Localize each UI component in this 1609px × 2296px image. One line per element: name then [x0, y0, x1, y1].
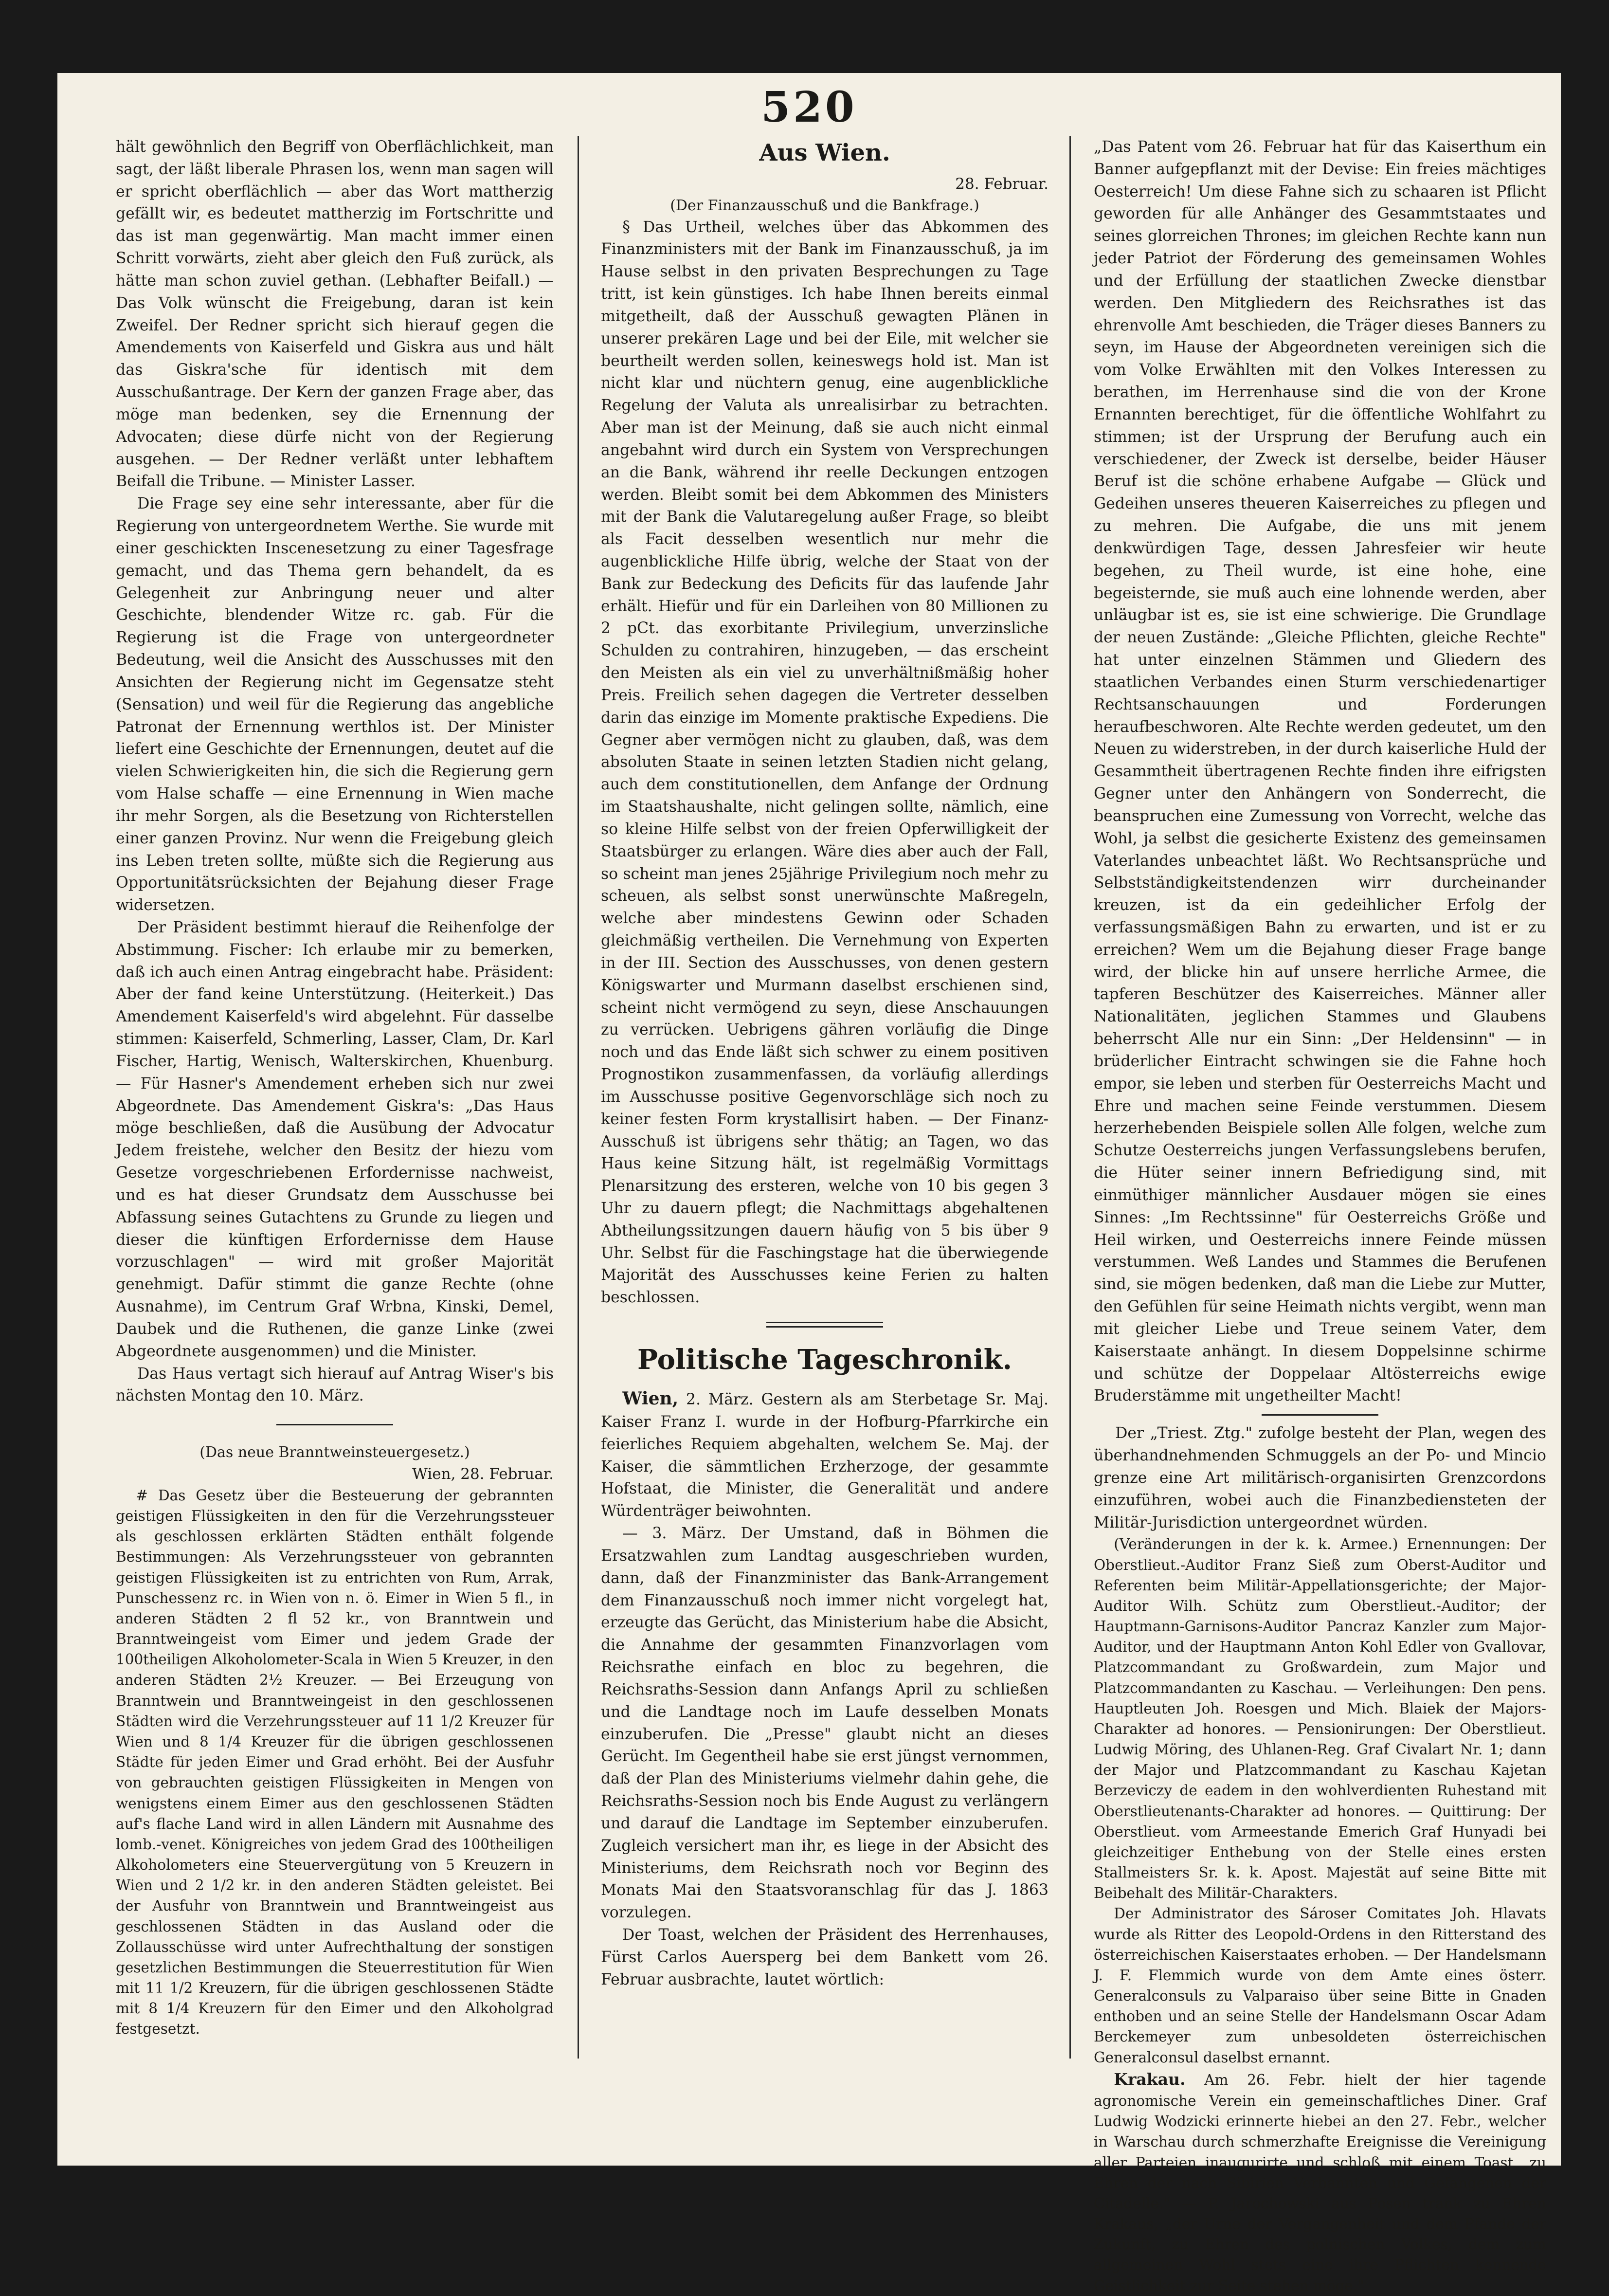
article-paragraph: Der „Triest. Ztg." zufolge besteht der Plan, wegen des überhandnehmenden Schmuggels an der Po- und Mincio grenze eine Art militärisch-organisirten Grenzcordons einzuführen, wobei auch die Finanzbediensteten der Militär-Jurisdiction untergeordnet würden. — [1094, 1424, 1546, 1531]
dateline: 28. Februar. — [955, 175, 1049, 193]
article-paragraph: Der Präsident bestimmt hierauf die Reihenfolge der Abstimmung. Fischer: Ich erlaube mir zu bemerken, daß ich auch einen Antrag eingebracht habe. Präsident: Aber der fand keine Unterstützung. (Heiterkeit.) Das Amendement Kaiserfeld's wird abgelehnt. Für dasselbe stimmen: Kaiserfeld, Schmerling, Lasser, Clam, Dr. Karl Fischer, Hartig, Wenisch, Walterskirchen, Khuenburg. — Für Hasner's Amendement erheben sich nur zwei Abgeordnete. Das Amendement Giskra's: „Das Haus möge beschließen, daß die Ausübung der Advocatur Jedem freistehe, welcher den Besitz der hiezu vom Gesetze vorgeschriebenen Erfordernisse nachweist, und es hat dieser Grundsatz dem Ausschusse bei Abfassung seines Gutachtens zu Grunde zu liegen und dieser die künftigen Erfordernisse dem Hause vorzuschlagen" — wird mit großer Majorität genehmigt. Dafür stimmt die ganze Rechte (ohne Ausnahme), im Centrum Graf Wrbna, Kinski, Demel, Daubek und die Ruthenen, die ganze Linke (zwei Abgeordnete ausgenommen) und die Minister. — [116, 918, 554, 1360]
dateline: Wien, 28. Februar. — [412, 1465, 554, 1483]
column-rule-left — [578, 136, 579, 2059]
article-paragraph: # Das Gesetz über die Besteuerung der gebrannten geistigen Flüssigkeiten in den für die Verzehrungssteuer als geschlossen erklärten Städten enthält folgende Bestimmungen: Als Verzehrungssteuer von gebrannten geistigen Flüssigkeiten ist zu entrichten von Rum, Arrak, Punschessenz rc. in Wien von n. ö. Eimer in Wien 5 fl., in anderen Städten 2 fl 52 kr., von Branntwein und Branntweingeist vom Eimer und jedem Grade der 100theiligen Alkoholometer-Scala in Wien 5 Kreuzer, in den anderen Städten 2½ Kreuzer. — Bei Erzeugung von Branntwein und Branntweingeist in den geschlossenen Städten wird die Verzehrungssteuer auf 11 1/2 Kreuzer für Wien und 8 1/4 Kreuzer für die übrigen geschlossenen Städte für jeden Eimer und Grad erhöht. Bei der Ausfuhr von gebrauchten geistigen Flüssigkeiten in Mengen von wenigstens einem Eimer aus den geschlossenen Städten auf's flache Land wird in allen Ländern mit Ausnahme des lomb.-venet. Königreiches von jedem Grad des 100theiligen Alkoholometers eine Steuervergütung von 5 Kreuzern in Wien und 2 1/2 kr. in den anderen Städten geleistet. Bei der Ausfuhr von Branntwein und Branntweingeist aus geschlossenen Städten in das Ausland oder die Zollausschüsse wird unter Aufrechthaltung der sonstigen gesetzlichen Bestimmungen die Steuerrestitution für Wien mit 11 1/2 Kreuzern, für die übrigen geschlossenen Städte mit 8 1/4 Kreuzern für den Eimer und den Alkoholgrad festgesetzt. — [116, 1487, 554, 2038]
article-paragraph: — 3. März. Der Umstand, daß in Böhmen die Ersatzwahlen zum Landtag ausgeschrieben wurden, dann, daß der Finanzminister das Bank-Arrangement dem Finanzausschuß noch immer nicht vorgelegt hat, erzeugte das Gerücht, das Ministerium habe die Absicht, die Annahme der gesammten Finanzvorlagen vom Reichsrathe einfach en bloc zu begehren, die Reichsraths-Session dann Anfangs April zu schließen und die Landtage noch im Laufe desselben Monats einzuberufen. Die „Presse" glaubt nicht an dieses Gerücht. Im Gegentheil habe sie erst jüngst vernommen, daß der Plan des Ministeriums vielmehr dahin gehe, die Reichsraths-Session noch bis Ende August zu verlängern und darauf die Landtage im September einzuberufen. Zugleich versichert man ihr, es liege in der Absicht des Ministeriums, dem Reichsrath noch vor Beginn des Monats Mai den Staatsvoranschlag für das J. 1863 vorzulegen. — [601, 1525, 1049, 1922]
section-divider — [766, 1322, 883, 1328]
place-lead: Krakau. — [1114, 2069, 1186, 2089]
place-lead: Wien, — [622, 1388, 679, 1409]
section-heading: Aus Wien. — [759, 139, 890, 166]
article-paragraph: Die Frage sey eine sehr interessante, aber für die Regierung von untergeordnetem Werthe. Sie wurde mit einer geschickten Inscenesetzung zu einer Tagesfrage gemacht, und das Thema gern behandelt, da es Gelegenheit zur Anbringung neuer und alter Geschichte, blendender Witze rc. gab. Für die Regierung ist die Frage von untergeordneter Bedeutung, weil die Ansicht des Ausschusses mit den Ansichten der Regierung nicht im Gegensatze steht (Sensation) und weil für die Regierung das angebliche Patronat der Ernennung werthlos ist. Der Minister liefert eine Geschichte der Ernennungen, deutet auf die vielen Schwierigkeiten hin, die sich die Regierung gern vom Halse schaffe — eine Ernennung in Wien mache ihr mehr Sorgen, als die Besetzung von Richterstellen einer ganzen Provinz. Nur wenn die Freigebung gleich ins Leben treten sollte, müßte sich die Regierung aus Opportunitätsrücksichten der Bejahung dieser Frage widersetzen. — [116, 495, 554, 914]
column-left — [116, 136, 554, 2040]
article-subtitle: (Der Finanzausschuß und die Bankfrage.) — [670, 197, 979, 214]
section-divider — [276, 1424, 393, 1425]
article-paragraph: 2. März. Gestern als am Sterbetage Sr. Maj. Kaiser Franz I. wurde in der Hofburg-Pfarrkirche ein feierliches Requiem abgehalten, welchem Se. Maj. der Kaiser, die sämmtlichen Erzherzoge, der gesammte Hofstaat, die Minister, die Generalität und andere Würdenträger beiwohnten. — [601, 1390, 1049, 1520]
article-subtitle: (Das neue Branntweinsteuergesetz.) — [199, 1444, 470, 1461]
section-divider — [1262, 1414, 1378, 1416]
article-paragraph: Der Toast, welchen der Präsident des Herrenhauses, Fürst Carlos Auersperg bei dem Bankett vom 26. Februar ausbrachte, lautet wörtlich: — [601, 1926, 1049, 1988]
article-paragraph: Der Administrator des Sároser Comitates Joh. Hlavats wurde als Ritter des Leopold-Ordens in den Ritterstand des österreichischen Kaiserstaates erhoben. — Der Handelsmann J. F. Flemmich wurde von dem Amte eines österr. Generalconsuls zu Valparaiso über seine Bitte in Gnaden enthoben und an seine Stelle der Handelsmann Oscar Adam Berckemeyer zum unbesoldeten österreichischen Generalconsul daselbst ernannt. — [1094, 1905, 1546, 2066]
column-right — [1094, 136, 1546, 2296]
article-paragraph: § Das Urtheil, welches über das Abkommen des Finanzministers mit der Bank im Finanzausschuß, ja im Hause selbst in den privaten Besprechungen zu Tage tritt, ist kein günstiges. Ich habe Ihnen bereits einmal mitgetheilt, daß der Ausschuß gewagten Plänen in unserer prekären Lage und bei der Eile, mit welcher sie beurtheilt werden sollen, keineswegs hold ist. Man ist nicht klar und nüchtern genug, eine augenblickliche Regelung der Valuta als unrealisirbar zu betrachten. Aber man ist der Meinung, daß sie auch nicht einmal angebahnt wird durch ein System von Versprechungen an die Bank, während ihr reelle Deckungen entzogen werden. Bleibt somit bei dem Abkommen des Ministers mit der Bank die Valutaregelung außer Frage, so bleibt als Facit desselben wesentlich nur mehr die augenblickliche Hilfe übrig, welche der Staat von der Bank zur Bedeckung des Deficits für das laufende Jahr erhält. Hiefür und für ein Darleihen von 80 Millionen zu 2 pCt. das exorbitante Privilegium, unverzinsliche Schulden zu contrahiren, hinzugeben, — das erscheint den Meisten als ein viel zu unverhältnißmäßig hoher Preis. Freilich sehen dagegen die Vertreter desselben darin das einzige im Momente praktische Expediens. Die Gegner aber vermögen nicht zu glauben, daß, was dem absoluten Staate in seinen letzten Stadien nicht gelang, auch dem constitutionellen, dem Anfange der Ordnung im Staatshaushalte, nicht gelingen sollte, nämlich, eine so kleine Hilfe selbst von der freien Opferwilligkeit der Staatsbürger zu erlangen. Wäre dies aber auch der Fall, so scheint man jenes 25jährige Privilegium noch mehr zu scheuen, als selbst sonst unerwünschte Maßregeln, welche aber mindestens Gewinn oder Schaden gleichmäßig vertheilen. Die Vernehmung von Experten in der III. Section des Ausschusses, von denen gestern Königswarter und Murmann daselbst erschienen sind, scheint nicht vermögend zu seyn, diese Anschauungen zu verrücken. Uebrigens gähren vorläufig die Dinge noch und das Ende läßt sich schwer zu einem positiven Prognostikon zusammenfassen, da vorläufig allerdings im Ausschusse positive Gegenvorschläge sich noch zu keiner festen Form krystallisirt haben. — Der Finanz-Ausschuß ist übrigens sehr thätig; an Tagen, wo das Haus keine Sitzung hält, ist regelmäßig Vormittags Plenarsitzung des ersteren, welche von 10 bis gegen 3 Uhr zu dauern pflegt; die Nachmittags abgehaltenen Abtheilungssitzungen dauern häufig von 5 bis über 9 Uhr. Selbst für die Faschingstage hat die überwiegende Majorität des Ausschusses keine Ferien zu halten beschlossen. — [601, 218, 1049, 1307]
article-paragraph: (Veränderungen in der k. k. Armee.) Ernennungen: Der Oberstlieut.-Auditor Franz Sieß zum Oberst-Auditor und Referenten beim Militär-Appellationsgerichte; der Major-Auditor Wilh. Schütz zum Oberstlieut.-Auditor; der Hauptmann-Garnisons-Auditor Pancraz Kanzler zum Major-Auditor, und der Hauptmann Anton Kohl Edler von Gvallovar, Platzcommandant zu Großwardein, zum Major und Platzcommandanten zu Kaschau. — Verleihungen: Den pens. Hauptleuten Joh. Roesgen und Mich. Blaiek der Majors-Charakter ad honores. — Pensionirungen: Der Oberstlieut. Ludwig Möring, des Uhlanen-Reg. Graf Civalart Nr. 1; dann der Major und Platzcommandant zu Kaschau Kajetan Berzeviczy de eadem in den wohlverdienten Ruhestand mit Oberstlieutenants-Charakter ad honores. — Quittirung: Der Oberstlieut. vom Armeestande Emerich Graf Hunyadi bei gleichzeitiger Enthebung von der Stelle eines ersten Stallmeisters Sr. k. k. Apost. Majestät auf seine Bitte mit Beibehalt des Militär-Charakters. — [1094, 1536, 1546, 1902]
article-paragraph: Am 26. Febr. hielt der hier tagende agronomische Verein ein gemeinschaftliches Diner. Graf Ludwig Wodzicki erinnerte hiebei an den 27. Febr., welcher in Warschau durch schmerzhafte Ereignisse die Vereinigung aller Parteien inaugurirte und schloß mit einem Toast „zu Ehren der nach Sibirien Verbannten und Gefangenen der Citadelle." — P. Jarochowski aus Posen trank zu Ehren Krakaus, „der Urne der Vergangenheit und dem Pfande der Zukunft, zu Ehren des polnischen Volkes, dem zum allgemeinen Wohl stets eine ihre Pflichten kennende Geistlichkeit zur Seite stehen möge." — [1094, 2071, 1546, 2294]
section-heading: Politische Tageschronik. — [637, 1344, 1012, 1376]
column-rule-right — [1069, 136, 1071, 2059]
article-paragraph: Das Haus vertagt sich hierauf auf Antrag Wiser's bis nächsten Montag den 10. März. — [116, 1365, 554, 1405]
page-number: 520 — [761, 83, 857, 132]
article-paragraph: „Das Patent vom 26. Februar hat für das Kaiserthum ein Banner aufgepflanzt mit der Devise: Ein freies mächtiges Oesterreich! Um diese Fahne sich zu schaaren ist Pflicht geworden für alle Anhänger des Gesammtstaates und seines glorreichen Thrones; im gleichen Rechte kann nun jeder Patriot der Förderung des gemeinsamen Wohles und der Erfüllung der staatlichen Zwecke dienstbar werden. Den Mitgliedern des Reichsrathes ist das ehrenvolle Amt beschieden, die Träger dieses Banners zu seyn, im Hause der Abgeordneten vereinigen sich die vom Volke Erwählten mit den Volkes Interessen zu berathen, im Herrenhause sind die von der Krone Ernannten berechtiget, für die öffentliche Wohlfahrt zu stimmen; ist der Ursprung der Berufung auch ein verschiedener, der Zweck ist derselbe, beider Häuser Beruf ist die schöne erhabene Aufgabe — Glück und Gedeihen unseres theueren Kaiserreiches zu pflegen und zu mehren. Die Aufgabe, die uns mit jenem denkwürdigen Tage, dessen Jahresfeier wir heute begehen, zu Theil wurde, ist eine hohe, eine begeisternde, sie muß auch eine lohnende werden, aber unläugbar ist es, sie ist eine schwierige. Die Grundlage der neuen Zustände: „Gleiche Pflichten, gleiche Rechte" hat unter einzelnen Stämmen und Gliedern des staatlichen Verbandes einen Sturm verschiedenartiger Rechtsanschauungen und Forderungen heraufbeschworen. Alte Rechte werden gedeutet, um den Neuen zu widerstreben, in der durch kaiserliche Huld der Gesammtheit übertragenen Rechte finden ihre eifrigsten Gegner unter den Anhängern von Sonderrecht, die beanspruchen eine Zumessung von Vorrecht, welche das Wohl, ja selbst die gesicherte Existenz des gemeinsamen Vaterlandes unbeachtet läßt. Wo Rechtsansprüche und Selbstständigkeitstendenzen wirr durcheinander kreuzen, ist da ein gedeihlicher Erfolg der verfassungsmäßigen Bahn zu erwarten, und ist er zu erreichen? Wem um die Bejahung dieser Frage bange wird, der blicke hin auf unsere herrliche Armee, die tapferen Beschützer des Kaiserreiches. Männer aller Nationalitäten, jeglichen Stammes und Glaubens beherrscht Alle nur ein Sinn: „Der Heldensinn" — in brüderlicher Eintracht schwingen sie die Fahne hoch empor, sie leben und sterben für Oesterreichs Macht und Ehre und machen seine Feinde verstummen. Diesem herzerhebenden Beispiele sollen Alle folgen, welche zum Schutze Oesterreichs jungen Verfassungslebens berufen, die Hüter seiner innern Befriedigung sind, mit einmüthiger männlicher Ausdauer mögen sie eines Sinnes: „Im Rechtssinne" für Oesterreichs Größe und Heil wirken, und Oesterreichs innere Feinde müssen verstummen. Weß Landes und Stammes die Berufenen sind, sie mögen bedenken, daß man die Liebe zur Mutter, den Gefühlen für seine Heimath nichts vergibt, wenn man mit gleicher Liebe und Treue seinem Vater, dem Kaiserstaate anhängt. In diesem Doppelsinne schirme und schütze der Doppelaar Altösterreichs ewige Bruderstämme mit ungetheilter Macht! — [1094, 138, 1546, 1405]
newspaper-page — [57, 73, 1561, 2294]
column-middle — [601, 136, 1049, 1991]
article-paragraph: hält gewöhnlich den Begriff von Oberflächlichkeit, man sagt, der läßt liberale Phrasen los, wenn man sagen will er spricht oberflächlich — aber das Wort mattherzig gefällt wir, es bedeutet mattherzig im Fortschritte und das ist man gegenwärtig. Man macht immer einen Schritt vorwärts, zieht aber gleich den Fuß zurück, als hätte man schon zuviel gethan. (Lebhafter Beifall.) — Das Volk wünscht die Freigebung, daran ist kein Zweifel. Der Redner spricht sich hierauf gegen die Amendements von Kaiserfeld und Giskra aus und hält das Giskra'sche für identisch mit dem Ausschußantrage. Der Kern der ganzen Frage aber, das möge man bedenken, sey die Ernennung der Advocaten; diese dürfe nicht von der Regierung ausgehen. — Der Redner verläßt unter lebhaftem Beifall die Tribune. — Minister Lasser. — [116, 138, 554, 491]
